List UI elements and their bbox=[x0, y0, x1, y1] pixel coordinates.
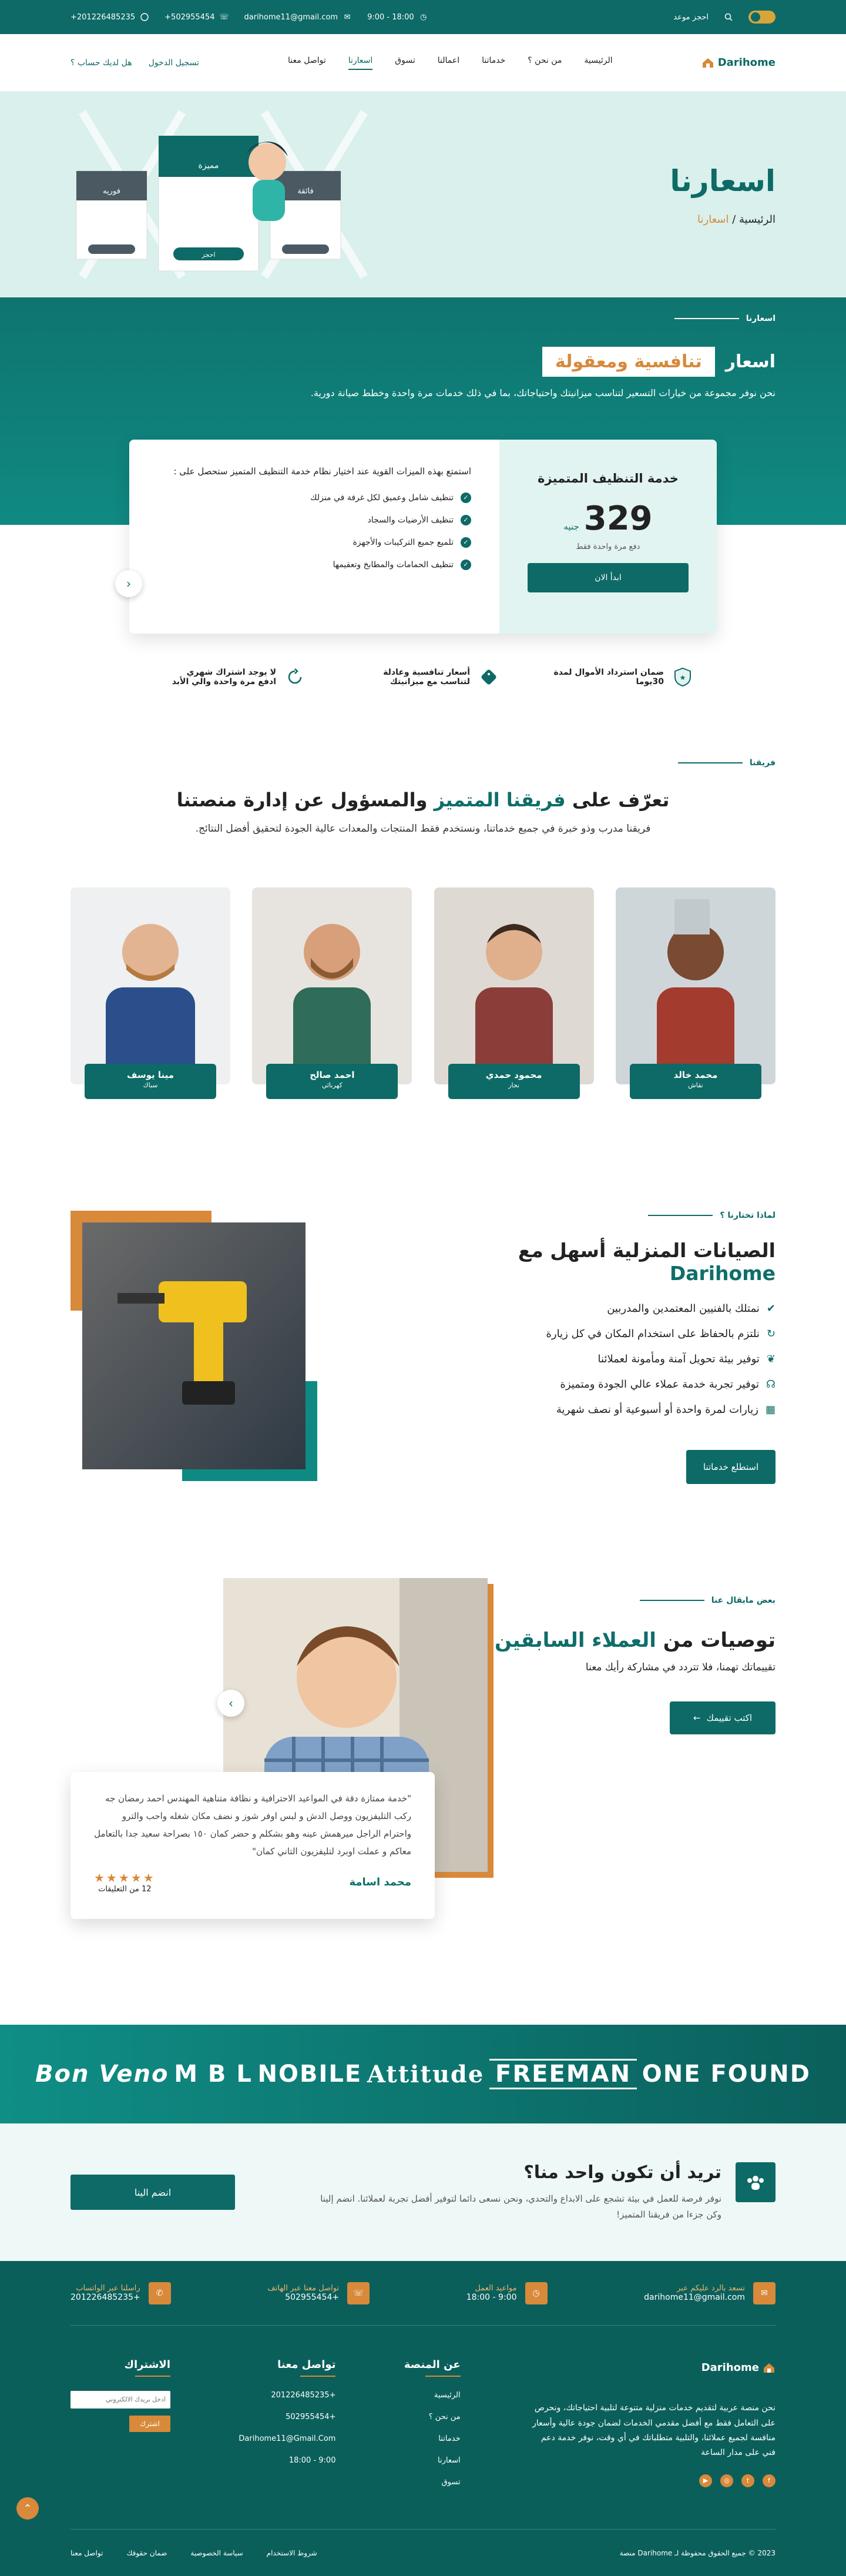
nav-services[interactable]: خدماتنا bbox=[482, 55, 506, 65]
team-section bbox=[0, 711, 846, 1123]
team-card[interactable] bbox=[434, 887, 594, 1099]
clock-icon: ◷ bbox=[420, 12, 427, 22]
plan-feature-text: تلميع جميع التركيبات والأجهزة bbox=[352, 537, 454, 547]
breadcrumb-separator: / bbox=[728, 213, 739, 226]
rights-link[interactable]: ضمان حقوقك bbox=[126, 2548, 167, 2557]
badge-nosub-line2: ادفع مرة واحدة والي الأبد bbox=[172, 677, 276, 686]
member-label bbox=[630, 1064, 761, 1099]
whatsapp-icon bbox=[140, 12, 149, 22]
breadcrumb bbox=[670, 213, 776, 226]
team-heading-b: فريقنا المتميز bbox=[434, 789, 566, 811]
chevron-left-icon[interactable]: ‹ bbox=[217, 1690, 244, 1717]
testimonial-footer bbox=[94, 1871, 411, 1894]
member-role: سباك bbox=[143, 1081, 158, 1089]
badge-no-subscription bbox=[153, 666, 306, 688]
footer-contact-title: تواصل معنا bbox=[277, 2359, 336, 2371]
logo[interactable] bbox=[701, 56, 776, 69]
footer bbox=[0, 2261, 846, 2576]
twitter-icon[interactable]: t bbox=[741, 2474, 754, 2487]
testimonial-author: محمد اسامة bbox=[349, 1876, 411, 1888]
instagram-icon[interactable]: ◎ bbox=[720, 2474, 733, 2487]
footer-contact-phone[interactable]: +502955454 bbox=[286, 2413, 336, 2421]
privacy-link[interactable]: سياسة الخصوصية bbox=[190, 2548, 243, 2557]
brand-logo: Attitude bbox=[367, 2060, 485, 2088]
working-hours bbox=[367, 12, 428, 22]
footer-link-prices[interactable]: اسعارنا bbox=[438, 2456, 461, 2465]
check-icon: ✓ bbox=[461, 515, 471, 525]
footer-phone[interactable] bbox=[267, 2282, 370, 2304]
signup-link[interactable]: هل لديك حساب ؟ bbox=[70, 58, 132, 68]
testimonials-tag bbox=[494, 1596, 776, 1605]
write-review-label: اكتب تقييمك bbox=[706, 1713, 753, 1723]
plan-period: دفع مرة واحدة فقط bbox=[576, 542, 640, 551]
social-links bbox=[529, 2474, 776, 2487]
footer-newsletter bbox=[70, 2359, 170, 2500]
why-item-text: نمتلك بالفنيين المعتمدين والمدربين bbox=[607, 1302, 760, 1315]
footer-hours-value: 9:00 - 18:00 bbox=[466, 2293, 517, 2302]
plan-price-box bbox=[499, 440, 717, 634]
illus-plan-premium: مميزة bbox=[198, 161, 219, 170]
badge-fair-line2: لتناسب مع ميزانيتك bbox=[390, 677, 470, 686]
why-heading-a: الصيانات المنزلية أسهل مع bbox=[518, 1239, 776, 1262]
footer-hours-label: مواعيد العمل bbox=[475, 2284, 517, 2293]
badge-refund-line1: ضمان استرداد الأموال لمدة bbox=[553, 668, 664, 677]
join-section bbox=[0, 2123, 846, 2261]
house-logo-icon bbox=[763, 2362, 776, 2374]
team-card[interactable] bbox=[252, 887, 412, 1099]
footer-whatsapp-label: راسلنا عبر الواتساب bbox=[76, 2284, 140, 2293]
plan-card bbox=[129, 440, 717, 634]
footer-link-services[interactable]: خدماتنا bbox=[438, 2434, 461, 2443]
rating-stars: ★★★★★ bbox=[94, 1871, 156, 1885]
illus-button: احجز bbox=[202, 251, 216, 259]
brand-logo: FREEMAN bbox=[489, 2059, 637, 2089]
why-tag bbox=[446, 1211, 776, 1220]
join-title: تريد أن تكون واحد منا؟ bbox=[523, 2162, 721, 2183]
leaf-icon: ❦ bbox=[766, 1353, 776, 1365]
contact-link[interactable]: تواصل معنا bbox=[70, 2548, 103, 2557]
footer-link-home[interactable]: الرئيسية bbox=[434, 2391, 461, 2400]
member-role: نجار bbox=[508, 1081, 520, 1089]
phone-contact[interactable] bbox=[164, 12, 229, 22]
check-icon: ✓ bbox=[461, 537, 471, 548]
footer-contact-hours: 9:00 - 18:00 bbox=[288, 2456, 336, 2465]
brand-logo: ONE FOUND bbox=[642, 2061, 811, 2088]
member-photo bbox=[70, 887, 230, 1084]
login-link[interactable]: تسجيل الدخول bbox=[148, 58, 199, 68]
refresh-icon bbox=[284, 666, 306, 688]
plan-features bbox=[129, 440, 499, 634]
join-text bbox=[306, 2162, 776, 2223]
footer-logo[interactable] bbox=[529, 2359, 776, 2377]
newsletter-email-input[interactable] bbox=[70, 2391, 170, 2408]
team-tag-text: فريقنا bbox=[749, 758, 776, 768]
nav-home[interactable]: الرئيسية bbox=[584, 55, 613, 65]
clock-icon: ◷ bbox=[525, 2282, 548, 2304]
whatsapp-contact[interactable] bbox=[70, 12, 149, 22]
footer-email-value: darihome11@gmail.com bbox=[644, 2293, 745, 2302]
footer-bottom bbox=[70, 2529, 776, 2576]
badge-nosub-line1: لا يوجد اشتراك شهري bbox=[186, 668, 276, 677]
reviews-count: 12 من التعليقات bbox=[98, 1885, 152, 1894]
pricing-description: نحن نوفر مجموعة من خيارات التسعير لتناسب ميزانيتك واحتياجاتك، بما في ذلك خدمات مرة واحدة وخطط صيانة دورية. bbox=[310, 387, 776, 398]
why-item-text: توفير بيئة تحويل آمنة ومأمونة لعملائنا bbox=[597, 1353, 760, 1365]
arrow-left-icon: ← bbox=[693, 1713, 701, 1723]
testimonials-text bbox=[494, 1572, 776, 1948]
plan-feature-text: تنظيف شامل وعميق لكل غرفة في منزلك bbox=[310, 493, 454, 503]
member-role: نقاش bbox=[688, 1081, 703, 1089]
why-item bbox=[446, 1403, 776, 1416]
footer-link-about[interactable]: من نحن ؟ bbox=[428, 2413, 461, 2421]
testimonial-card bbox=[70, 1772, 435, 1919]
nav-works[interactable]: اعمالنا bbox=[437, 55, 460, 65]
why-text bbox=[446, 1211, 776, 1484]
testimonials-heading bbox=[494, 1629, 776, 1652]
illus-plan-basic: فوريه bbox=[103, 187, 120, 196]
start-now-button[interactable]: ابدأ الان bbox=[528, 563, 689, 592]
write-review-button[interactable] bbox=[670, 1701, 776, 1734]
check-icon: ✓ bbox=[461, 560, 471, 570]
why-tag-text: لماذا تختارنا ؟ bbox=[720, 1211, 776, 1220]
terms-link[interactable]: شروط الاستخدام bbox=[266, 2548, 317, 2557]
phone-icon: ☏ bbox=[347, 2282, 370, 2304]
footer-phone-value: +502955454 bbox=[285, 2293, 340, 2302]
why-heading bbox=[446, 1239, 776, 1285]
badge-refund bbox=[540, 666, 693, 688]
footer-email[interactable] bbox=[644, 2282, 776, 2304]
page-title: اسعارنا bbox=[670, 163, 776, 198]
plan-price bbox=[528, 500, 689, 538]
chevron-left-icon[interactable]: ‹ bbox=[115, 570, 142, 597]
footer-about bbox=[529, 2359, 776, 2500]
why-item-text: توفير تجربة خدمة عملاء عالي الجودة ومتميزة bbox=[560, 1378, 759, 1391]
footer-platform-title: عن المنصة bbox=[404, 2359, 461, 2371]
member-name: مينا يوسف bbox=[126, 1070, 174, 1080]
calendar-icon: ▦ bbox=[765, 1403, 776, 1416]
illus-plan-super: فائقة bbox=[297, 187, 314, 196]
footer-phone-label: تواصل معنا عبر الهاتف bbox=[267, 2284, 340, 2293]
pricing-section bbox=[0, 297, 846, 711]
member-role: كهربائي bbox=[321, 1081, 343, 1089]
member-label bbox=[266, 1064, 398, 1099]
footer-email-label: تسعد بالرد عليكم عبر bbox=[677, 2284, 745, 2293]
subscribe-button[interactable]: اشترك bbox=[129, 2416, 170, 2432]
logo-text: Darihome bbox=[717, 56, 776, 69]
pricing-illustration bbox=[70, 106, 376, 283]
brands-strip bbox=[0, 2025, 846, 2123]
theme-toggle[interactable] bbox=[748, 11, 776, 24]
email-address: darihome11@gmail.com bbox=[244, 12, 338, 22]
plan-price-value: 329 bbox=[583, 500, 653, 538]
member-photo bbox=[434, 887, 594, 1084]
pricing-tag bbox=[70, 314, 776, 323]
testimonials-subtitle: تقييماتك تهمنا، فلا تتردد في مشاركة رأيك معنا bbox=[585, 1661, 776, 1673]
team-cards bbox=[70, 887, 776, 1099]
pricing-heading-a: اسعار bbox=[725, 351, 776, 372]
member-label bbox=[448, 1064, 580, 1099]
member-photo bbox=[616, 887, 776, 1084]
join-description: نوفر فرصة للعمل في بيئة تشجع على الابداع والتحدي، ونحن نسعى دائما لتوفير أفضل تجربة لعملائنا. انضم إلينا وكن جزءا من فريقنا المتميز! bbox=[320, 2193, 721, 2220]
plan-currency: جنيه bbox=[563, 521, 579, 532]
whatsapp-icon: ✆ bbox=[149, 2282, 171, 2304]
pricing-tag-text: اسعارنا bbox=[746, 314, 776, 323]
brand-logo: M B L bbox=[174, 2061, 253, 2088]
mail-icon: ✉ bbox=[344, 12, 351, 22]
pricing-heading bbox=[70, 347, 776, 377]
why-list bbox=[446, 1302, 776, 1416]
brand-logo: NOBILE bbox=[257, 2061, 362, 2088]
team-subtitle: فريقنا مدرب وذو خبرة في جميع خدماتنا، ونستخدم فقط المنتجات والمعدات عالية الجودة لتحقيق أفضل النتائج. bbox=[195, 823, 651, 835]
nav-contact[interactable]: تواصل معنا bbox=[288, 55, 326, 65]
why-item bbox=[446, 1353, 776, 1365]
footer-logo-text: Darihome bbox=[701, 2361, 759, 2374]
team-heading bbox=[70, 789, 776, 811]
member-name: محمد خالد bbox=[673, 1070, 718, 1080]
tag-icon bbox=[478, 666, 499, 688]
email-contact[interactable] bbox=[244, 12, 352, 22]
team-card[interactable] bbox=[616, 887, 776, 1099]
member-name: احمد صالح bbox=[310, 1070, 355, 1080]
auth-links bbox=[70, 58, 199, 68]
top-bar bbox=[0, 0, 846, 34]
copyright-text: 2023 © جميع الحقوق محفوظة لـ Darihome منصة bbox=[619, 2548, 776, 2557]
why-item-text: زيارات لمرة واحدة أو أسبوعية أو نصف شهرية bbox=[556, 1403, 758, 1416]
newsletter-title: الاشتراك bbox=[124, 2359, 171, 2371]
plan-feature-item bbox=[157, 537, 471, 548]
badge-fair-line1: أسعار تنافسية وعادلة bbox=[383, 668, 470, 677]
footer-whatsapp[interactable] bbox=[70, 2282, 171, 2304]
badge-fair-prices bbox=[347, 666, 499, 688]
testimonials-tag-text: بعض مايقال عنا bbox=[711, 1596, 776, 1605]
plan-feature-item bbox=[157, 560, 471, 570]
testimonials-section bbox=[0, 1537, 846, 2025]
plan-name: خدمة التنظيف المتميزة bbox=[538, 471, 679, 485]
why-item bbox=[446, 1302, 776, 1315]
plan-feature-item bbox=[157, 493, 471, 503]
nav-prices[interactable]: اسعارنا bbox=[348, 56, 373, 70]
explore-services-button[interactable]: استطلع خدماتنا bbox=[686, 1450, 776, 1484]
hours-text: 9:00 - 18:00 bbox=[367, 12, 414, 22]
headset-icon: ☊ bbox=[766, 1378, 776, 1391]
badge-refund-line2: 30يوما bbox=[636, 677, 664, 686]
plan-intro: استمتع بهذه الميزات القوية عند اختيار نظام خدمة التنظيف المتميز ستحصل على : bbox=[173, 466, 471, 477]
phone-icon: ☏ bbox=[219, 12, 229, 22]
pricing-badges bbox=[129, 666, 717, 688]
why-heading-b: Darihome bbox=[669, 1262, 776, 1285]
testimonial-quote: "خدمة ممتازة دقة في المواعيد الاحترافية و نظافة متناهية المهندس احمد رمضان جه ركب التليفزيون ووصل الدش و لبس اوفر شوز و نضف مكان شغله واحب والترو واحترام الراجل ميرهمش عينه وهو بشكلم و حضر كمان ١٥٠ بصراحة سعيد جدا بالتعامل معاكم و عملت اوبرد لتليفزيون التاني كمان" bbox=[94, 1793, 411, 1857]
plan-feature-text: تنظيف الحمامات والمطابخ وتعقيمها bbox=[333, 560, 454, 570]
footer-hours bbox=[466, 2282, 548, 2304]
phone-number: +502955454 bbox=[164, 12, 215, 22]
book-appointment-link[interactable]: احجز موعد bbox=[673, 12, 709, 22]
footer-about-text: نحن منصة عربية لتقديم خدمات منزلية متنوعة لتلبية احتياجاتك، ونحرص على التعامل فقط مع أفضل مقدمي الخدمات لضمان جودة عالية وأسعار منافسة لجميع عملائنا، والتلبية متطلباتك في أي وقت، نوفر خدمة دعم فني على مدار الساعة bbox=[532, 2403, 776, 2457]
shield-icon bbox=[672, 666, 693, 688]
refresh-icon: ↻ bbox=[766, 1328, 776, 1340]
footer-bottom-links bbox=[70, 2549, 317, 2557]
footer-contacts bbox=[70, 2261, 776, 2326]
breadcrumb-current: اسعارنا bbox=[697, 213, 729, 226]
join-us-button[interactable]: انضم الينا bbox=[70, 2175, 235, 2210]
testimonials-heading-b: العملاء السابقين bbox=[494, 1629, 656, 1652]
whatsapp-number: +201226485235 bbox=[70, 12, 136, 22]
member-name: محمود حمدي bbox=[485, 1070, 542, 1080]
testimonial-visual bbox=[70, 1572, 494, 1948]
why-item bbox=[446, 1328, 776, 1340]
team-card[interactable] bbox=[70, 887, 230, 1099]
badge-check-icon: ✔ bbox=[766, 1302, 776, 1315]
brand-logo: Bon Veno bbox=[35, 2061, 169, 2088]
footer-contact-whatsapp[interactable]: +201226485235 bbox=[271, 2391, 336, 2400]
back-to-top-icon[interactable]: ⌃ bbox=[16, 2497, 39, 2520]
member-photo bbox=[252, 887, 412, 1084]
team-tag bbox=[70, 758, 776, 768]
footer-contact-email[interactable]: Darihome11@Gmail.Com bbox=[239, 2434, 336, 2443]
svg-text:★: ★ bbox=[679, 674, 686, 682]
breadcrumb-home[interactable]: الرئيسية bbox=[739, 213, 776, 226]
team-heading-a: تعرّف على bbox=[572, 789, 670, 811]
plan-feature-item bbox=[157, 515, 471, 525]
why-item-text: نلتزم بالحفاظ على استخدام المكان في كل زيارة bbox=[546, 1328, 760, 1340]
footer-platform-col bbox=[404, 2359, 461, 2500]
testimonials-heading-a: توصيات من bbox=[663, 1629, 776, 1652]
nav-shop[interactable]: تسوق bbox=[395, 55, 415, 65]
team-heading-c: والمسؤول عن إدارة منصتنا bbox=[176, 789, 428, 811]
footer-link-shop[interactable]: تسوق bbox=[441, 2478, 461, 2487]
hero-title-block bbox=[670, 164, 776, 226]
member-label bbox=[85, 1064, 216, 1099]
footer-contact-col bbox=[239, 2359, 335, 2500]
drill-image bbox=[70, 1211, 317, 1481]
pricing-heading-b: تنافسية ومعقولة bbox=[542, 347, 715, 377]
plan-feature-text: تنظيف الأرضيات والسجاد bbox=[367, 515, 454, 525]
mail-icon: ✉ bbox=[753, 2282, 776, 2304]
why-item bbox=[446, 1378, 776, 1391]
why-section bbox=[0, 1123, 846, 1537]
footer-main bbox=[70, 2326, 776, 2529]
footer-whatsapp-value: +201226485235 bbox=[70, 2293, 140, 2302]
facebook-icon[interactable]: f bbox=[763, 2474, 776, 2487]
team-icon bbox=[736, 2162, 776, 2202]
youtube-icon[interactable]: ▶ bbox=[699, 2474, 712, 2487]
nav-menu bbox=[288, 56, 613, 70]
search-icon[interactable] bbox=[724, 12, 733, 22]
check-icon: ✓ bbox=[461, 493, 471, 503]
nav-about[interactable]: من نحن ؟ bbox=[528, 55, 562, 65]
main-nav bbox=[0, 34, 846, 92]
page-hero bbox=[0, 92, 846, 297]
house-logo-icon bbox=[701, 57, 714, 69]
